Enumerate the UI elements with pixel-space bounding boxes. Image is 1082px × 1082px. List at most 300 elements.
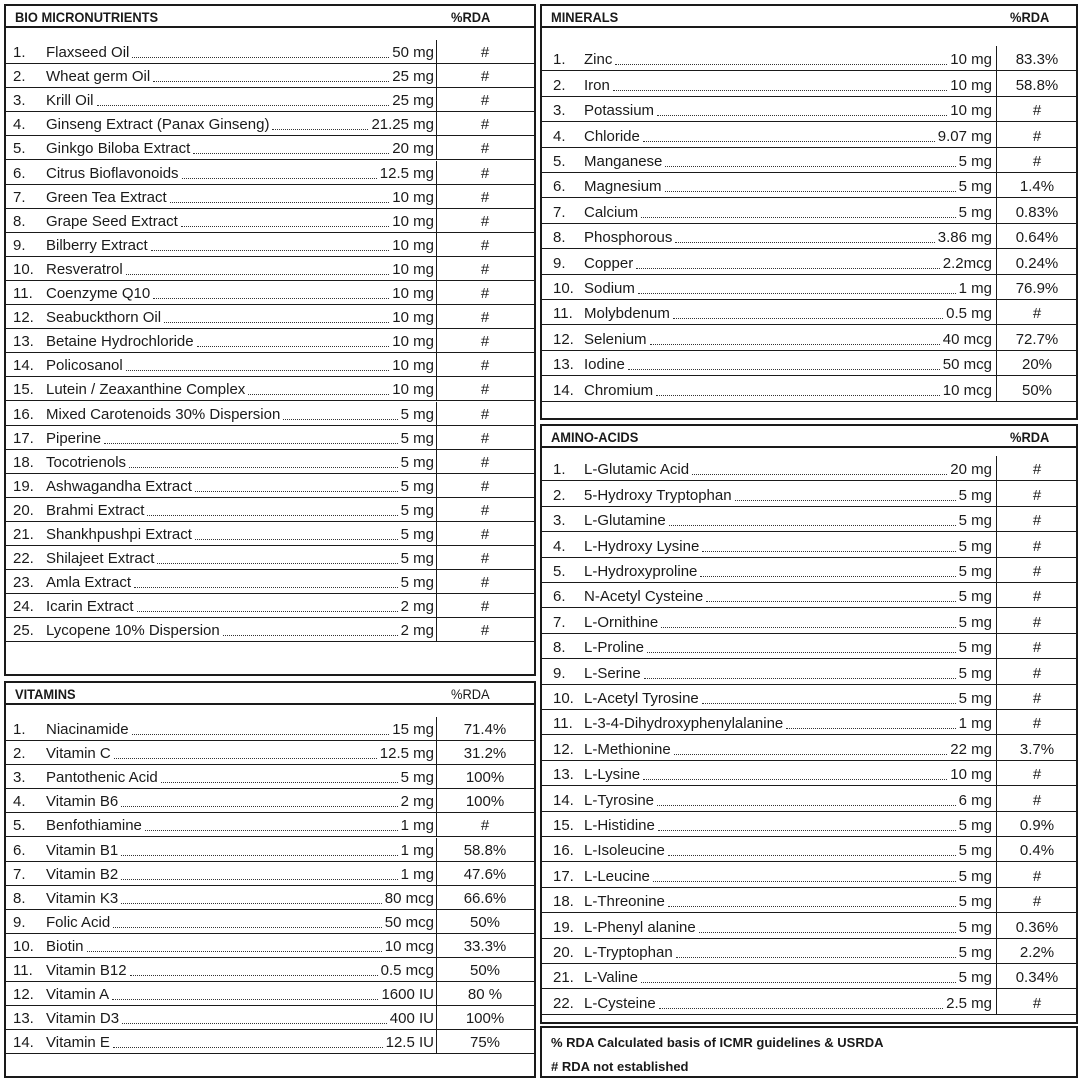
rda-value: # — [1032, 537, 1042, 555]
rda-value: 47.6% — [463, 865, 507, 883]
rda-value: 80 % — [467, 986, 503, 1004]
amount: 5 mg — [958, 664, 992, 682]
dot-leader — [112, 999, 378, 1000]
amount: 22 mg — [950, 740, 992, 758]
dot-leader — [104, 443, 398, 444]
table-row — [542, 735, 1076, 760]
dot-leader — [87, 951, 382, 952]
vitamins-panel — [4, 681, 536, 1078]
row-number: 4. — [553, 127, 566, 145]
rda-value: # — [480, 236, 490, 254]
amount: 10 mg — [392, 333, 434, 351]
dot-leader — [665, 166, 956, 167]
ingredient-name: Vitamin E — [46, 1034, 110, 1052]
ingredient-name: Selenium — [584, 330, 647, 348]
dot-leader — [650, 344, 940, 345]
bio-header — [6, 6, 534, 28]
rda-value: 0.9% — [1019, 816, 1055, 834]
ingredient-name: Vitamin B6 — [46, 793, 119, 811]
dot-leader — [653, 881, 956, 882]
minerals-rda-header: %RDA — [1010, 9, 1050, 25]
ingredient-name: Green Tea Extract — [46, 188, 167, 206]
dot-leader — [161, 782, 398, 783]
amino-header — [542, 426, 1076, 448]
table-row — [542, 148, 1076, 173]
rda-value: # — [480, 526, 490, 544]
dot-leader — [157, 563, 398, 564]
ingredient-name: L-3-4-Dihydroxyphenylalanine — [584, 715, 784, 733]
dot-leader — [113, 927, 382, 928]
dot-leader — [676, 957, 956, 958]
table-row — [6, 305, 534, 329]
table-row — [6, 958, 534, 982]
table-row — [542, 608, 1076, 633]
dot-leader — [147, 515, 398, 516]
table-row — [6, 594, 534, 618]
dot-leader — [121, 855, 398, 856]
table-row — [542, 249, 1076, 274]
dot-leader — [641, 982, 956, 983]
ingredient-name: L-Phenyl alanine — [584, 918, 696, 936]
dot-leader — [644, 678, 956, 679]
amount: 12.5 IU — [385, 1034, 434, 1052]
amount: 10 mcg — [942, 381, 992, 399]
dot-leader — [661, 627, 956, 628]
ingredient-name: Coenzyme Q10 — [46, 285, 151, 303]
row-number: 2. — [553, 76, 566, 94]
rda-value: # — [1032, 867, 1042, 885]
amount: 5 mg — [958, 613, 992, 631]
rda-value: # — [1032, 664, 1042, 682]
row-number: 6. — [13, 841, 26, 859]
rda-value: 100% — [465, 769, 505, 787]
amount: 1 mg — [400, 865, 434, 883]
ingredient-name: L-Histidine — [584, 816, 655, 834]
row-number: 13. — [553, 766, 574, 784]
dot-leader — [182, 178, 377, 179]
dot-leader — [132, 734, 389, 735]
row-number: 7. — [13, 865, 26, 883]
table-row — [6, 717, 534, 741]
ingredient-name: Manganese — [584, 152, 663, 170]
row-number: 12. — [13, 986, 34, 1004]
dot-leader — [181, 226, 389, 227]
amount: 40 mcg — [942, 330, 992, 348]
rda-value: # — [1032, 152, 1042, 170]
table-row — [542, 71, 1076, 96]
table-row — [542, 198, 1076, 223]
ingredient-name: L-Cysteine — [584, 994, 656, 1012]
table-row — [6, 64, 534, 88]
rda-value: 58.8% — [1015, 76, 1059, 94]
ingredient-name: L-Glutamic Acid — [584, 461, 690, 479]
row-number: 6. — [553, 588, 566, 606]
rda-value: 66.6% — [463, 889, 507, 907]
ingredient-name: Lutein / Zeaxanthine Complex — [46, 381, 246, 399]
amount: 1 mg — [400, 817, 434, 835]
rda-value: 0.34% — [1015, 969, 1059, 987]
rda-value: # — [1032, 639, 1042, 657]
amount: 10 mg — [392, 285, 434, 303]
ingredient-name: Lycopene 10% Dispersion — [46, 622, 220, 640]
table-row — [542, 913, 1076, 938]
rda-value: # — [1032, 588, 1042, 606]
row-number: 8. — [13, 889, 26, 907]
row-number: 4. — [13, 116, 26, 134]
ingredient-name: Iron — [584, 76, 610, 94]
dot-leader — [121, 879, 398, 880]
rda-value: # — [480, 550, 490, 568]
dot-leader — [636, 268, 940, 269]
dot-leader — [643, 779, 947, 780]
dot-leader — [613, 90, 947, 91]
rda-value: # — [1032, 613, 1042, 631]
table-row — [6, 450, 534, 474]
notes-panel — [540, 1026, 1078, 1078]
rda-value: # — [1032, 766, 1042, 784]
amount: 5 mg — [400, 477, 434, 495]
table-row — [542, 583, 1076, 608]
row-number: 7. — [553, 203, 566, 221]
row-number: 14. — [13, 357, 34, 375]
bio-title: BIO MICRONUTRIENTS — [15, 9, 159, 25]
row-number: 13. — [13, 333, 34, 351]
rda-value: # — [480, 309, 490, 327]
table-row — [542, 481, 1076, 506]
amount: 5 mg — [400, 574, 434, 592]
row-number: 14. — [553, 791, 574, 809]
amount: 5 mg — [958, 918, 992, 936]
ingredient-name: Phosphorous — [584, 229, 673, 247]
table-row — [542, 634, 1076, 659]
dot-leader — [164, 322, 389, 323]
dot-leader — [628, 369, 940, 370]
rda-value: 50% — [1021, 381, 1053, 399]
table-row — [542, 97, 1076, 122]
table-row — [542, 812, 1076, 837]
rda-value: # — [480, 622, 490, 640]
dot-leader — [673, 318, 943, 319]
amount: 400 IU — [389, 1010, 434, 1028]
rda-value: # — [1032, 994, 1042, 1012]
bio-rda-header: %RDA — [451, 9, 491, 25]
ingredient-name: L-Acetyl Tyrosine — [584, 689, 699, 707]
rda-value: 0.36% — [1015, 918, 1059, 936]
row-number: 9. — [13, 236, 26, 254]
dot-leader — [735, 500, 956, 501]
rda-value: 76.9% — [1015, 279, 1059, 297]
vitamins-header — [6, 683, 534, 705]
row-number: 3. — [553, 102, 566, 120]
amount: 0.5 mg — [946, 305, 992, 323]
dot-leader — [699, 932, 956, 933]
table-row — [6, 257, 534, 281]
row-number: 12. — [553, 330, 574, 348]
ingredient-name: Vitamin C — [46, 745, 111, 763]
row-number: 17. — [553, 867, 574, 885]
amount: 10 mg — [950, 102, 992, 120]
ingredient-name: L-Isoleucine — [584, 842, 665, 860]
ingredient-name: Niacinamide — [46, 721, 129, 739]
table-row — [6, 886, 534, 910]
amount: 5 mg — [400, 501, 434, 519]
ingredient-name: Calcium — [584, 203, 639, 221]
dot-leader — [151, 250, 389, 251]
amount: 10 mg — [950, 766, 992, 784]
dot-leader — [97, 105, 389, 106]
ingredient-name: Shilajeet Extract — [46, 550, 155, 568]
dot-leader — [132, 57, 389, 58]
table-row — [542, 351, 1076, 376]
row-number: 9. — [553, 664, 566, 682]
table-row — [6, 570, 534, 594]
row-number: 2. — [13, 745, 26, 763]
table-row — [6, 789, 534, 813]
rda-value: # — [480, 333, 490, 351]
rda-value: 71.4% — [463, 721, 507, 739]
dot-leader — [657, 805, 956, 806]
amount: 5 mg — [400, 405, 434, 423]
rda-value: # — [480, 140, 490, 158]
dot-leader — [615, 64, 947, 65]
rda-value: # — [480, 285, 490, 303]
dot-leader — [786, 728, 956, 729]
rda-value: # — [480, 68, 490, 86]
amino-acids-panel — [540, 424, 1078, 1024]
ingredient-name: L-Glutamine — [584, 512, 666, 530]
amount: 10 mg — [392, 188, 434, 206]
rda-value: # — [1032, 305, 1042, 323]
row-number: 9. — [13, 913, 26, 931]
amount: 5 mg — [958, 639, 992, 657]
table-row — [542, 837, 1076, 862]
rda-value: # — [480, 260, 490, 278]
rda-value: # — [1032, 486, 1042, 504]
rda-value: # — [480, 405, 490, 423]
dot-leader — [197, 346, 389, 347]
amount: 5 mg — [400, 526, 434, 544]
row-number: 2. — [553, 486, 566, 504]
table-row — [542, 862, 1076, 887]
amount: 10 mcg — [384, 937, 434, 955]
table-row — [542, 46, 1076, 71]
rda-value: # — [1032, 512, 1042, 530]
dot-leader — [656, 395, 940, 396]
dot-leader — [130, 975, 378, 976]
ingredient-name: L-Lysine — [584, 766, 641, 784]
amount: 9.07 mg — [937, 127, 992, 145]
ingredient-name: Vitamin B12 — [46, 962, 127, 980]
row-number: 10. — [553, 689, 574, 707]
rda-value: # — [1032, 461, 1042, 479]
rda-value: # — [1032, 562, 1042, 580]
amount: 5 mg — [958, 562, 992, 580]
table-row — [6, 377, 534, 401]
row-number: 7. — [13, 188, 26, 206]
row-number: 22. — [13, 550, 34, 568]
table-row — [6, 1006, 534, 1030]
ingredient-name: Icarin Extract — [46, 598, 134, 616]
ingredient-name: Brahmi Extract — [46, 501, 145, 519]
rda-value: # — [480, 453, 490, 471]
row-number: 17. — [13, 429, 34, 447]
row-number: 19. — [553, 918, 574, 936]
rda-value: # — [480, 212, 490, 230]
amount: 6 mg — [958, 791, 992, 809]
table-row — [542, 939, 1076, 964]
dot-leader — [665, 191, 956, 192]
amount: 12.5 mg — [379, 164, 434, 182]
table-row — [6, 233, 534, 257]
table-row — [542, 275, 1076, 300]
rda-value: # — [480, 477, 490, 495]
amount: 5 mg — [958, 152, 992, 170]
amount: 5 mg — [958, 943, 992, 961]
rda-value: # — [1032, 715, 1042, 733]
dot-leader — [121, 806, 398, 807]
dot-leader — [193, 153, 389, 154]
ingredient-name: L-Hydroxy Lysine — [584, 537, 700, 555]
rda-value: 0.24% — [1015, 254, 1059, 272]
ingredient-name: L-Threonine — [584, 893, 665, 911]
table-row — [6, 618, 534, 642]
row-number: 6. — [13, 164, 26, 182]
table-row — [542, 964, 1076, 989]
ingredient-name: Folic Acid — [46, 913, 111, 931]
table-row — [6, 522, 534, 546]
rda-value: 1.4% — [1019, 178, 1055, 196]
ingredient-name: Magnesium — [584, 178, 662, 196]
row-number: 14. — [553, 381, 574, 399]
amount: 5 mg — [958, 178, 992, 196]
rda-value: # — [480, 598, 490, 616]
dot-leader — [195, 539, 398, 540]
dot-leader — [134, 587, 398, 588]
dot-leader — [675, 242, 935, 243]
vitamins-rda-header: %RDA — [451, 686, 490, 702]
row-number: 5. — [13, 817, 26, 835]
row-number: 3. — [13, 92, 26, 110]
table-row — [6, 402, 534, 426]
ingredient-name: L-Valine — [584, 969, 638, 987]
table-row — [6, 862, 534, 886]
row-number: 19. — [13, 477, 34, 495]
dot-leader — [129, 467, 398, 468]
table-row — [542, 224, 1076, 249]
dot-leader — [114, 758, 377, 759]
amount: 5 mg — [400, 453, 434, 471]
table-row — [6, 161, 534, 185]
ingredient-name: Vitamin B1 — [46, 841, 119, 859]
row-number: 4. — [553, 537, 566, 555]
amount: 10 mg — [392, 260, 434, 278]
ingredient-name: Flaxseed Oil — [46, 44, 130, 62]
amount: 1 mg — [958, 715, 992, 733]
amount: 25 mg — [392, 68, 434, 86]
amount: 5 mg — [958, 203, 992, 221]
amount: 10 mg — [392, 236, 434, 254]
amount: 1 mg — [400, 841, 434, 859]
row-number: 21. — [13, 526, 34, 544]
rda-value: # — [1032, 791, 1042, 809]
table-row — [542, 122, 1076, 147]
table-row — [542, 173, 1076, 198]
amount: 10 mg — [392, 309, 434, 327]
table-row — [542, 558, 1076, 583]
rda-value: # — [1032, 893, 1042, 911]
ingredient-name: L-Proline — [584, 639, 645, 657]
row-number: 20. — [13, 501, 34, 519]
table-row — [6, 765, 534, 789]
dot-leader — [643, 141, 935, 142]
amount: 0.5 mcg — [380, 962, 434, 980]
dot-leader — [669, 525, 956, 526]
amount: 5 mg — [958, 537, 992, 555]
row-number: 8. — [553, 229, 566, 247]
rda-value: 100% — [465, 1010, 505, 1028]
dot-leader — [195, 491, 398, 492]
ingredient-name: Molybdenum — [584, 305, 670, 323]
table-row — [542, 888, 1076, 913]
row-number: 5. — [13, 140, 26, 158]
rda-value: 72.7% — [1015, 330, 1059, 348]
bio-micronutrients-panel — [4, 4, 536, 676]
ingredient-name: Zinc — [584, 51, 613, 69]
ingredient-name: Iodine — [584, 356, 625, 374]
row-number: 3. — [553, 512, 566, 530]
row-number: 10. — [13, 937, 34, 955]
row-number: 2. — [13, 68, 26, 86]
table-row — [6, 982, 534, 1006]
ingredient-name: Amla Extract — [46, 574, 132, 592]
amount: 5 mg — [958, 867, 992, 885]
dot-leader — [126, 370, 389, 371]
amount: 50 mcg — [384, 913, 434, 931]
rda-value: # — [480, 501, 490, 519]
rda-value: 0.4% — [1019, 842, 1055, 860]
amount: 5 mg — [400, 550, 434, 568]
table-row — [6, 813, 534, 837]
row-number: 13. — [553, 356, 574, 374]
ingredient-name: Vitamin A — [46, 986, 110, 1004]
table-row — [6, 209, 534, 233]
rda-value: # — [1032, 689, 1042, 707]
rda-value: # — [480, 381, 490, 399]
table-row — [542, 456, 1076, 481]
dot-leader — [145, 830, 398, 831]
ingredient-name: Pantothenic Acid — [46, 769, 158, 787]
table-row — [542, 786, 1076, 811]
dot-leader — [121, 903, 382, 904]
table-row — [6, 353, 534, 377]
ingredient-name: Sodium — [584, 279, 635, 297]
amount: 5 mg — [958, 842, 992, 860]
table-row — [6, 136, 534, 160]
row-number: 24. — [13, 598, 34, 616]
amount: 5 mg — [958, 512, 992, 530]
table-row — [6, 329, 534, 353]
amount: 5 mg — [400, 769, 434, 787]
row-number: 11. — [13, 962, 33, 980]
row-number: 22. — [553, 994, 574, 1012]
row-number: 11. — [13, 285, 33, 303]
amount: 10 mg — [950, 51, 992, 69]
row-number: 8. — [553, 639, 566, 657]
ingredient-name: Betaine Hydrochloride — [46, 333, 194, 351]
dot-leader — [638, 293, 956, 294]
amount: 50 mg — [392, 44, 434, 62]
table-row — [542, 989, 1076, 1014]
